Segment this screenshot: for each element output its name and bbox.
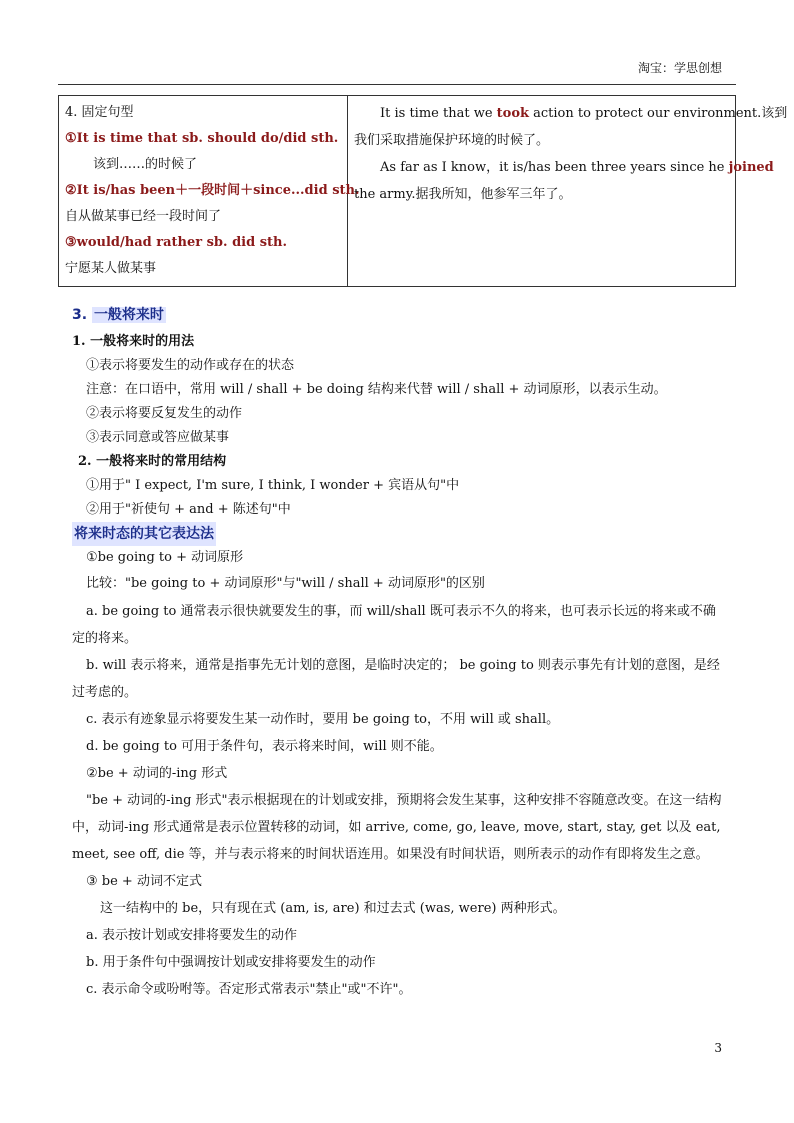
example-1-text-a: It is time that we <box>380 106 497 121</box>
expr-be-going-to: ①be going to + 动词原形 <box>86 550 244 565</box>
example-1-line-1 <box>354 100 788 127</box>
section-heading <box>72 304 166 324</box>
pattern-3: ③would/had rather sb. did sth. <box>65 235 288 250</box>
usage-2: ②表示将要反复发生的动作 <box>86 406 243 421</box>
comparison-d: d. be going to 可用于条件句，表示将来时间，will 则不能。 <box>86 739 443 754</box>
pattern-1: ①It is time that sb. should do/did sth. <box>65 131 339 146</box>
expr-be-to-do: ③ be + 动词不定式 <box>86 874 202 889</box>
pattern-2: ②It is/has been＋一段时间＋since...did sth. <box>65 183 360 198</box>
be-to-do-c: c. 表示命令或吩咐等。否定形式常表示"禁止"或"不许"。 <box>86 982 412 997</box>
section-title: 一般将来时 <box>93 307 164 323</box>
table-left-title: 4. 固定句型 <box>65 105 134 120</box>
example-1-line-2: 我们采取措施保护环境的时候了。 <box>354 133 550 148</box>
structure-1: ①用于" I expect, I'm sure, I think, I wonder + 宾语从句"中 <box>86 478 460 493</box>
table-left-cell <box>59 96 360 287</box>
example-2-line-2: the army.据我所知，他参军三年了。 <box>354 187 572 202</box>
pattern-3-meaning: 宁愿某人做某事 <box>65 261 157 276</box>
pattern-1-meaning: 该到……的时候了 <box>93 157 198 172</box>
body-content <box>72 330 724 1003</box>
header-rule <box>58 84 736 85</box>
be-to-do-a: a. 表示按计划或安排将要发生的动作 <box>86 928 298 943</box>
usage-3: ③表示同意或答应做某事 <box>86 430 230 445</box>
comparison-a: a. be going to 通常表示很快就要发生的事，而 will/shall 既可表示不久的将来，也可表示长远的将来或不确定的将来。 <box>72 604 716 646</box>
example-1-keyword: took <box>496 106 530 121</box>
example-2-text-a: As far as I know，it is/has been three years since he <box>380 160 729 175</box>
expr-be-doing: ②be + 动词的-ing 形式 <box>86 766 228 781</box>
subheading-usage: 1. 一般将来时的用法 <box>72 334 195 349</box>
comparison-b: b. will 表示将来，通常是指事先无计划的意图，是临时决定的； be going to 则表示事先有计划的意图，是经过考虑的。 <box>72 658 720 700</box>
example-2-keyword: joined <box>728 160 774 175</box>
be-doing-explanation: "be + 动词的-ing 形式"表示根据现在的计划或安排，预期将会发生某事，这种安排不容随意改变。在这一结构中，动词-ing 形式通常是表示位置转移的动词，如 arrive, come, go, leave, move, start, stay, get 以及 eat, meet, see off, die 等，并与表示将来的时间状语连用。如果没有时间状语，则所表示的动作有即将发生之意。 <box>72 793 722 862</box>
pattern-2-meaning: 自从做某事已经一段时间了 <box>65 209 222 224</box>
subheading-structures: 2. 一般将来时的常用结构 <box>78 454 227 469</box>
usage-1: ①表示将要发生的动作或存在的状态 <box>86 358 295 373</box>
example-2-line-1 <box>354 154 774 181</box>
other-expressions-heading: 将来时态的其它表达法 <box>72 522 216 546</box>
example-1-text-b: action to protect our environment.该到 <box>529 106 788 121</box>
sentence-pattern-table <box>58 95 788 287</box>
table-right-cell <box>348 96 788 287</box>
page-number: 3 <box>714 1041 722 1055</box>
other-expressions-heading-row <box>72 522 724 546</box>
be-to-do-forms: 这一结构中的 be，只有现在式 (am, is, are) 和过去式 (was, were) 两种形式。 <box>100 901 566 916</box>
comparison-c: c. 表示有迹象显示将要发生某一动作时，要用 be going to，不用 will 或 shall。 <box>86 712 560 727</box>
structure-2: ②用于"祈使句 + and + 陈述句"中 <box>86 502 291 517</box>
usage-note: 注意：在口语中，常用 will / shall + be doing 结构来代替 will / shall + 动词原形，以表示生动。 <box>86 382 667 397</box>
be-to-do-b: b. 用于条件句中强调按计划或安排将要发生的动作 <box>86 955 376 970</box>
section-number: 3. <box>72 307 88 323</box>
comparison: 比较："be going to + 动词原形"与"will / shall + 动词原形"的区别 <box>86 576 485 591</box>
header-brand: 淘宝：学思创想 <box>637 61 722 75</box>
